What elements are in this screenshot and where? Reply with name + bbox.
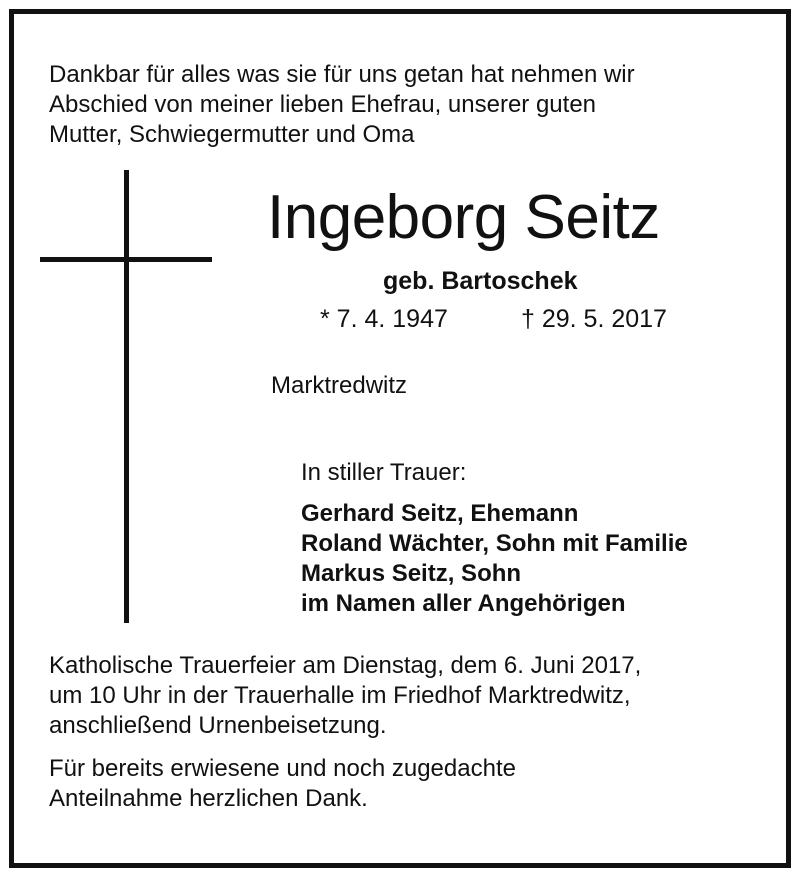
thanks-line: Anteilnahme herzlichen Dank. — [49, 785, 368, 812]
intro-line: Dankbar für alles was sie für uns getan hat nehmen wir — [49, 61, 635, 88]
funeral-service-info — [49, 651, 769, 741]
death-date: † 29. 5. 2017 — [521, 305, 667, 333]
birth-date: * 7. 4. 1947 — [320, 305, 448, 333]
list-item: Gerhard Seitz, Ehemann — [301, 500, 579, 527]
maiden-name: geb. Bartoschek — [383, 267, 578, 295]
service-line: anschließend Urnenbeisetzung. — [49, 712, 387, 739]
list-item: Roland Wächter, Sohn mit Familie — [301, 530, 688, 557]
list-item: im Namen aller Angehörigen — [301, 590, 626, 617]
list-item: Markus Seitz, Sohn — [301, 560, 522, 587]
thanks-line: Für bereits erwiesene und noch zugedachte — [49, 755, 516, 782]
service-line: Katholische Trauerfeier am Dienstag, dem 6. Juni 2017, — [49, 652, 642, 679]
thanks-text — [49, 754, 769, 814]
mourners-list — [301, 499, 688, 619]
mourning-heading: In stiller Trauer: — [301, 459, 467, 486]
cross-vertical-bar — [124, 170, 129, 623]
service-line: um 10 Uhr in der Trauerhalle im Friedhof Marktredwitz, — [49, 682, 631, 709]
deceased-name: Ingeborg Seitz — [267, 183, 660, 252]
intro-text — [49, 60, 749, 150]
place-of-residence: Marktredwitz — [271, 372, 408, 399]
cross-horizontal-bar — [40, 257, 212, 262]
intro-line: Abschied von meiner lieben Ehefrau, unserer guten — [49, 91, 597, 118]
intro-line: Mutter, Schwiegermutter und Oma — [49, 121, 415, 148]
